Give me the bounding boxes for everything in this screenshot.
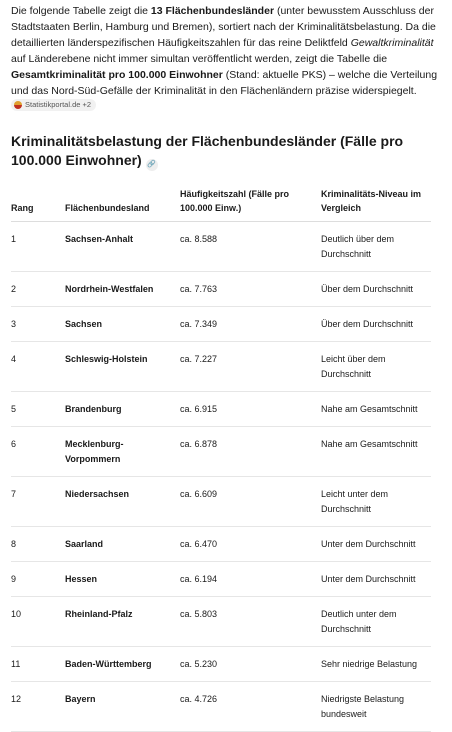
cell-haeufigkeitszahl: ca. 6.915: [180, 392, 321, 427]
cell-bundesland: Rheinland-Pfalz: [65, 597, 180, 647]
cell-niveau: Sehr niedrige Belastung: [321, 647, 431, 682]
cell-rang: 1: [11, 222, 65, 272]
cell-niveau: Nahe am Gesamtschnitt: [321, 427, 431, 477]
table-row: [11, 392, 431, 427]
intro-italic-1: Gewaltkriminalität: [350, 37, 434, 49]
cell-haeufigkeitszahl: ca. 4.726: [180, 682, 321, 732]
cell-haeufigkeitszahl: ca. 7.227: [180, 342, 321, 392]
cell-haeufigkeitszahl: ca. 8.588: [180, 222, 321, 272]
cell-niveau: Deutlich über dem Durchschnitt: [321, 222, 431, 272]
source-chip-label: Statistikportal.de +2: [25, 100, 92, 109]
cell-rang: 3: [11, 307, 65, 342]
cell-rang: 7: [11, 477, 65, 527]
cell-haeufigkeitszahl: ca. 6.609: [180, 477, 321, 527]
cell-haeufigkeitszahl: ca. 7.763: [180, 272, 321, 307]
cell-rang: 4: [11, 342, 65, 392]
table-header-row: [11, 187, 431, 222]
table-row: [11, 562, 431, 597]
link-icon[interactable]: 🔗: [146, 159, 158, 171]
crime-table: [11, 187, 431, 732]
cell-niveau: Nahe am Gesamtschnitt: [321, 392, 431, 427]
cell-haeufigkeitszahl: ca. 6.878: [180, 427, 321, 477]
table-row: [11, 342, 431, 392]
cell-bundesland: Saarland: [65, 527, 180, 562]
cell-niveau: Leicht unter dem Durchschnitt: [321, 477, 431, 527]
cell-bundesland: Schleswig-Holstein: [65, 342, 180, 392]
header-bundesland: Flächenbundesland: [65, 187, 180, 222]
intro-bold-1: 13 Flächenbundesländer: [150, 5, 275, 17]
intro-text-2: (unter bewusstem Ausschluss der Stadtstaaten Berlin, Hamburg und Bremen), sortiert nach der Kriminalitätsbelastung. Da die detaillierten länderspezifischen Häufigkeitszahlen für das reine Deliktfeld: [11, 5, 436, 49]
source-logo-icon: [14, 101, 22, 109]
cell-haeufigkeitszahl: ca. 6.194: [180, 562, 321, 597]
cell-rang: 11: [11, 647, 65, 682]
cell-bundesland: Niedersachsen: [65, 477, 180, 527]
cell-bundesland: Nordrhein-Westfalen: [65, 272, 180, 307]
cell-niveau: Unter dem Durchschnitt: [321, 527, 431, 562]
cell-bundesland: Mecklenburg-Vorpommern: [65, 427, 180, 477]
cell-haeufigkeitszahl: ca. 7.349: [180, 307, 321, 342]
cell-niveau: Niedrigste Belastung bundesweit: [321, 682, 431, 732]
header-haeufigkeitszahl: Häufigkeitszahl (Fälle pro 100.000 Einw.): [180, 187, 321, 222]
intro-paragraph: [11, 3, 441, 115]
intro-text-4: (Stand: aktuelle PKS) – welche die Verteilung und das Nord-Süd-Gefälle der Kriminalität in den Flächenländern präzise widerspiegelt.: [11, 69, 438, 97]
cell-bundesland: Sachsen: [65, 307, 180, 342]
table-row: [11, 477, 431, 527]
cell-bundesland: Bayern: [65, 682, 180, 732]
table-row: [11, 272, 431, 307]
cell-rang: 10: [11, 597, 65, 647]
header-rang: Rang: [11, 187, 65, 222]
table-row: [11, 222, 431, 272]
cell-niveau: Über dem Durchschnitt: [321, 307, 431, 342]
cell-rang: 8: [11, 527, 65, 562]
cell-bundesland: Hessen: [65, 562, 180, 597]
cell-bundesland: Sachsen-Anhalt: [65, 222, 180, 272]
cell-rang: 6: [11, 427, 65, 477]
section-heading: [11, 132, 441, 171]
cell-rang: 2: [11, 272, 65, 307]
cell-haeufigkeitszahl: ca. 5.230: [180, 647, 321, 682]
section-heading-text: Kriminalitätsbelastung der Flächenbundesländer (Fälle pro 100.000 Einwohner): [11, 133, 404, 168]
cell-rang: 5: [11, 392, 65, 427]
header-niveau: Kriminalitäts-Niveau im Vergleich: [321, 187, 431, 222]
source-chip[interactable]: [11, 99, 96, 111]
intro-text-1: Die folgende Tabelle zeigt die: [11, 5, 151, 17]
table-row: [11, 527, 431, 562]
cell-rang: 9: [11, 562, 65, 597]
intro-bold-2: Gesamtkriminalität pro 100.000 Einwohner: [11, 69, 223, 81]
table-row: [11, 307, 431, 342]
cell-niveau: Über dem Durchschnitt: [321, 272, 431, 307]
table-row: [11, 682, 431, 732]
cell-rang: 12: [11, 682, 65, 732]
cell-niveau: Leicht über dem Durchschnitt: [321, 342, 431, 392]
cell-niveau: Unter dem Durchschnitt: [321, 562, 431, 597]
table-row: [11, 647, 431, 682]
table-row: [11, 427, 431, 477]
cell-haeufigkeitszahl: ca. 6.470: [180, 527, 321, 562]
cell-bundesland: Brandenburg: [65, 392, 180, 427]
cell-haeufigkeitszahl: ca. 5.803: [180, 597, 321, 647]
table-body: [11, 222, 431, 732]
table-row: [11, 597, 431, 647]
cell-bundesland: Baden-Württemberg: [65, 647, 180, 682]
intro-text-3: auf Länderebene nicht immer simultan veröffentlicht werden, zeigt die Tabelle die: [11, 53, 388, 65]
cell-niveau: Deutlich unter dem Durchschnitt: [321, 597, 431, 647]
